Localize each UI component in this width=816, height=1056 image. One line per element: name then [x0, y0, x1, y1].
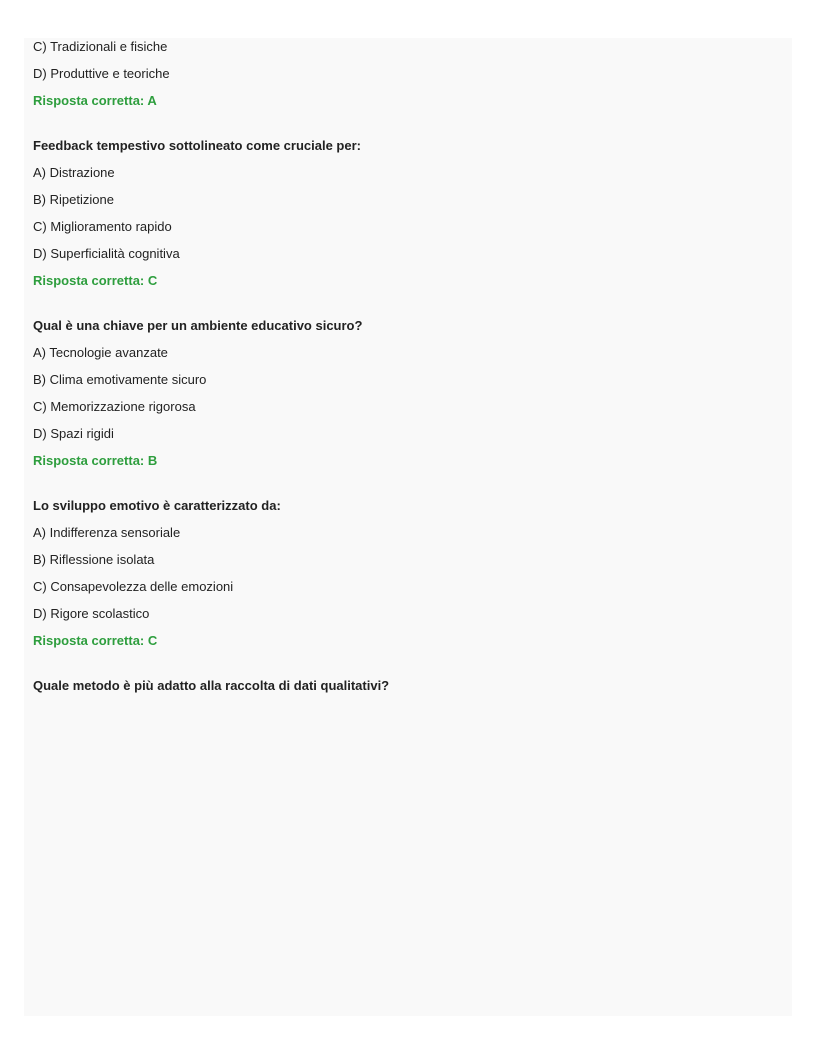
- question-text: Lo sviluppo emotivo è caratterizzato da:: [33, 498, 281, 513]
- option-text: A) Distrazione: [33, 165, 115, 180]
- option-text: B) Ripetizione: [33, 192, 114, 207]
- quiz-document: [24, 38, 792, 1016]
- option-text: D) Rigore scolastico: [33, 606, 150, 621]
- option-text: D) Produttive e teoriche: [33, 66, 170, 81]
- correct-answer: Risposta corretta: C: [33, 633, 158, 648]
- option-text: A) Indifferenza sensoriale: [33, 525, 181, 540]
- option-text: D) Spazi rigidi: [33, 426, 114, 441]
- option-text: B) Riflessione isolata: [33, 552, 155, 567]
- option-text: C) Consapevolezza delle emozioni: [33, 579, 234, 594]
- option-text: C) Memorizzazione rigorosa: [33, 399, 196, 414]
- option-text: D) Superficialità cognitiva: [33, 246, 180, 261]
- correct-answer: Risposta corretta: A: [33, 93, 157, 108]
- option-text: B) Clima emotivamente sicuro: [33, 372, 207, 387]
- correct-answer: Risposta corretta: C: [33, 273, 158, 288]
- question-text: Feedback tempestivo sottolineato come cruciale per:: [33, 138, 361, 153]
- option-text: C) Miglioramento rapido: [33, 219, 172, 234]
- correct-answer: Risposta corretta: B: [33, 453, 158, 468]
- question-text: Qual è una chiave per un ambiente educativo sicuro?: [33, 318, 363, 333]
- option-text: A) Tecnologie avanzate: [33, 345, 168, 360]
- question-text: Quale metodo è più adatto alla raccolta di dati qualitativi?: [33, 678, 390, 693]
- option-text: C) Tradizionali e fisiche: [33, 39, 168, 54]
